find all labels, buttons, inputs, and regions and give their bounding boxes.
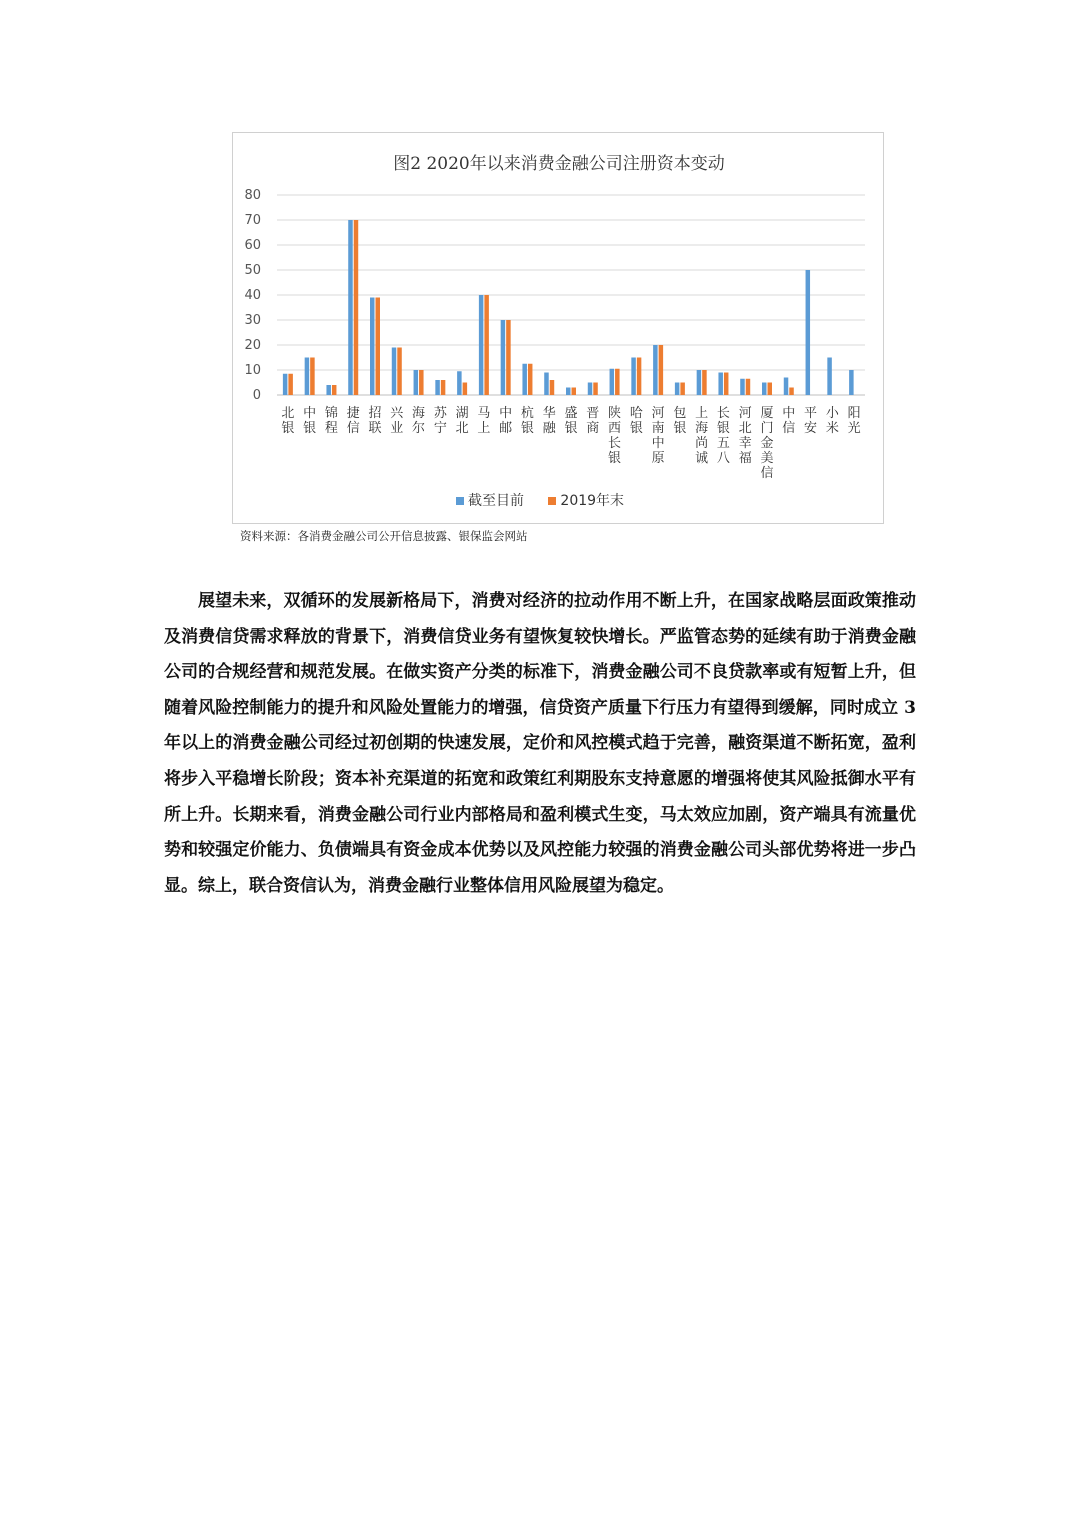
x-tick-label: 捷 bbox=[346, 406, 360, 421]
bar-current bbox=[740, 379, 745, 395]
x-tick-label: 南 bbox=[651, 421, 665, 436]
bar-current bbox=[718, 373, 723, 396]
y-tick-label: 0 bbox=[252, 388, 261, 403]
x-tick-label: 银 bbox=[520, 421, 534, 436]
x-tick-label: 尔 bbox=[412, 421, 426, 436]
x-tick-label: 中 bbox=[303, 406, 317, 421]
bar-current bbox=[414, 370, 419, 395]
bar-current bbox=[479, 295, 484, 395]
x-tick-label: 招 bbox=[368, 406, 382, 421]
x-tick-label: 西 bbox=[608, 421, 622, 436]
x-tick-label: 阳 bbox=[847, 406, 861, 421]
x-tick-label: 中 bbox=[782, 406, 796, 421]
x-tick-label: 哈 bbox=[629, 406, 643, 421]
bar-current bbox=[283, 374, 288, 395]
bar-current bbox=[435, 380, 440, 395]
x-tick-label: 福 bbox=[738, 451, 752, 466]
bar-current bbox=[326, 385, 331, 395]
bar-2019 bbox=[484, 295, 489, 395]
bar-current bbox=[697, 370, 702, 395]
x-tick-label: 银 bbox=[716, 421, 730, 436]
bar-2019 bbox=[441, 380, 446, 395]
bar-2019 bbox=[702, 370, 707, 395]
x-tick-label: 程 bbox=[324, 421, 338, 436]
bar-2019 bbox=[746, 379, 751, 395]
x-tick-label: 湖 bbox=[455, 406, 469, 421]
x-tick-label: 融 bbox=[542, 421, 556, 436]
x-tick-label: 金 bbox=[760, 436, 774, 451]
x-tick-label: 银 bbox=[629, 421, 643, 436]
bar-2019 bbox=[288, 374, 293, 395]
bar-current bbox=[827, 358, 832, 396]
bar-2019 bbox=[572, 388, 577, 396]
x-tick-label: 海 bbox=[695, 421, 709, 436]
body-paragraph: 展望未来，双循环的发展新格局下，消费对经济的拉动作用不断上升，在国家战略层面政策推动及消费信贷需求释放的背景下，消费信贷业务有望恢复较快增长。严监管态势的延续有助于消费金融公司的合规经营和规范发展。在做实资产分类的标准下，消费金融公司不良贷款率或有短暂上升，但随着风险控制能力的提升和风险处置能力的增强，信贷资产质量下行压力有望得到缓解，同时成立 3 年以上的消费金融公司经过初创期的快速发展，定价和风控模式趋于完善，融资渠道不断拓宽，盈利将步入平稳增长阶段；资本补充渠道的拓宽和政策红利期股东支持意愿的增强将使其风险抵御水平有所上升。长期来看，消费金融公司行业内部格局和盈利模式生变，马太效应加剧，资产端具有流量优势和较强定价能力、负债端具有资金成本优势以及风控能力较强的消费金融公司头部优势将进一步凸显。综上，联合资信认为，消费金融行业整体信用风险展望为稳定。 bbox=[164, 591, 916, 896]
x-tick-label: 河 bbox=[738, 406, 752, 421]
x-tick-label: 北 bbox=[281, 406, 295, 421]
x-tick-label: 锦 bbox=[324, 406, 338, 421]
x-tick-label: 安 bbox=[804, 421, 818, 436]
x-tick-label: 中 bbox=[651, 436, 665, 451]
x-tick-label: 联 bbox=[368, 421, 382, 436]
bar-2019 bbox=[332, 385, 337, 395]
bar-current bbox=[501, 320, 506, 395]
legend-label-2019: 2019年末 bbox=[560, 493, 625, 509]
x-tick-label: 银 bbox=[673, 421, 687, 436]
x-tick-label: 银 bbox=[303, 421, 317, 436]
chart-title: 图2 2020年以来消费金融公司注册资本变动 bbox=[393, 154, 725, 174]
x-tick-label: 信 bbox=[346, 421, 360, 436]
x-tick-label: 邮 bbox=[499, 421, 513, 436]
x-tick-label: 门 bbox=[760, 421, 774, 436]
bar-2019 bbox=[463, 383, 468, 396]
x-tick-label: 信 bbox=[782, 421, 796, 436]
y-tick-label: 20 bbox=[244, 338, 261, 353]
x-tick-label: 北 bbox=[455, 421, 469, 436]
x-tick-label: 光 bbox=[847, 421, 861, 436]
x-tick-label: 小 bbox=[825, 406, 839, 421]
bar-current bbox=[784, 378, 789, 396]
x-tick-label: 马 bbox=[477, 406, 491, 421]
bar-current bbox=[522, 364, 527, 395]
bar-current bbox=[675, 383, 680, 396]
legend-label-current: 截至目前 bbox=[467, 493, 524, 509]
x-tick-label: 业 bbox=[390, 421, 404, 436]
x-tick-label: 上 bbox=[695, 406, 709, 421]
x-tick-label: 诚 bbox=[695, 451, 709, 466]
chart-source-note: 资料来源：各消费金融公司公开信息披露、银保监会网站 bbox=[240, 529, 528, 543]
x-tick-label: 兴 bbox=[390, 406, 404, 421]
x-tick-label: 包 bbox=[673, 406, 687, 421]
bar-2019 bbox=[506, 320, 511, 395]
x-tick-label: 厦 bbox=[760, 406, 774, 421]
legend-swatch-2019 bbox=[548, 497, 556, 505]
x-tick-label: 上 bbox=[477, 421, 491, 436]
x-tick-label: 宁 bbox=[433, 421, 447, 436]
legend-item-current bbox=[456, 490, 524, 510]
bar-2019 bbox=[593, 383, 598, 396]
x-tick-label: 陕 bbox=[608, 406, 622, 421]
x-tick-label: 长 bbox=[608, 436, 622, 451]
bar-current bbox=[305, 358, 310, 396]
legend-item-2019 bbox=[548, 490, 624, 510]
bar-current bbox=[392, 348, 397, 396]
x-tick-label: 平 bbox=[804, 406, 818, 421]
x-tick-label: 北 bbox=[738, 421, 752, 436]
bar-current bbox=[588, 383, 593, 396]
x-tick-label: 米 bbox=[825, 421, 839, 436]
bar-current bbox=[610, 369, 615, 395]
bar-current bbox=[762, 383, 767, 396]
x-tick-label: 中 bbox=[499, 406, 513, 421]
y-tick-label: 40 bbox=[244, 288, 261, 303]
x-tick-label: 华 bbox=[542, 406, 556, 421]
bar-2019 bbox=[528, 364, 533, 395]
x-tick-label: 苏 bbox=[433, 406, 447, 421]
bar-current bbox=[348, 220, 353, 395]
x-tick-label: 盛 bbox=[564, 406, 578, 421]
bar-chart bbox=[233, 133, 885, 525]
bar-2019 bbox=[768, 383, 773, 396]
y-tick-label: 50 bbox=[244, 263, 261, 278]
bar-2019 bbox=[615, 369, 620, 395]
y-tick-label: 80 bbox=[244, 188, 261, 203]
bar-current bbox=[370, 298, 375, 396]
x-tick-label: 河 bbox=[651, 406, 665, 421]
y-tick-label: 60 bbox=[244, 238, 261, 253]
bar-current bbox=[566, 388, 571, 396]
y-tick-label: 30 bbox=[244, 313, 261, 328]
bar-2019 bbox=[550, 380, 555, 395]
bar-2019 bbox=[724, 373, 729, 396]
x-tick-label: 八 bbox=[716, 451, 730, 466]
bar-current bbox=[544, 373, 549, 396]
bar-2019 bbox=[354, 220, 359, 395]
x-tick-label: 杭 bbox=[520, 406, 534, 421]
bar-2019 bbox=[659, 345, 664, 395]
x-tick-label: 原 bbox=[651, 451, 665, 466]
y-tick-label: 70 bbox=[244, 213, 261, 228]
x-tick-label: 商 bbox=[586, 421, 600, 436]
bar-current bbox=[653, 345, 658, 395]
bar-2019 bbox=[310, 358, 315, 396]
bar-current bbox=[457, 371, 462, 395]
x-tick-label: 晋 bbox=[586, 406, 600, 421]
chart-legend bbox=[0, 490, 1080, 510]
x-tick-label: 银 bbox=[608, 451, 622, 466]
x-tick-label: 五 bbox=[716, 436, 730, 451]
bar-current bbox=[631, 358, 636, 396]
x-tick-label: 信 bbox=[760, 466, 774, 481]
bar-2019 bbox=[680, 383, 685, 396]
x-tick-label: 幸 bbox=[738, 436, 752, 451]
bar-current bbox=[849, 370, 854, 395]
bar-2019 bbox=[397, 348, 402, 396]
bar-2019 bbox=[376, 298, 381, 396]
bar-current bbox=[806, 270, 811, 395]
x-tick-label: 银 bbox=[564, 421, 578, 436]
x-tick-label: 海 bbox=[412, 406, 426, 421]
x-tick-label: 尚 bbox=[695, 436, 709, 451]
bar-2019 bbox=[637, 358, 642, 396]
legend-swatch-current bbox=[456, 497, 464, 505]
x-tick-label: 美 bbox=[760, 451, 774, 466]
x-tick-label: 银 bbox=[281, 421, 295, 436]
y-tick-label: 10 bbox=[244, 363, 261, 378]
x-tick-label: 长 bbox=[716, 406, 730, 421]
bar-2019 bbox=[419, 370, 424, 395]
bar-2019 bbox=[789, 388, 794, 396]
chart-frame bbox=[232, 132, 884, 524]
